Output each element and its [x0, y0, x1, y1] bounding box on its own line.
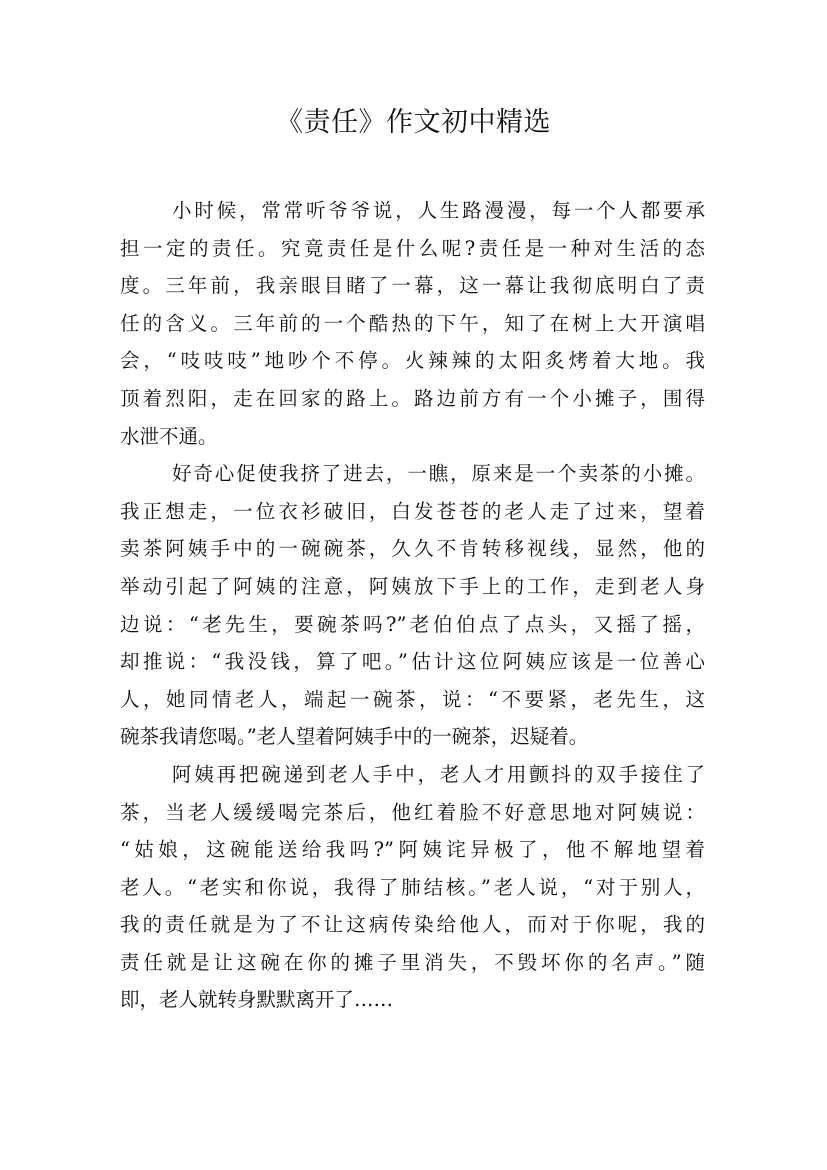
text-line: 老人。“老实和你说，我得了肺结核。”老人说，“对于别人，	[120, 875, 705, 899]
text-line: 水泄不通。	[120, 424, 218, 448]
document-body	[120, 192, 705, 1019]
text-line: 好奇心促使我挤了进去，一瞧，原来是一个卖茶的小摊。	[172, 462, 705, 486]
paragraph-1	[120, 192, 705, 455]
text-line: 度。三年前，我亲眼目睹了一幕，这一幕让我彻底明白了责	[120, 274, 705, 298]
text-line: 碗茶我请您喝。”老人望着阿姨手中的一碗茶，迟疑着。	[120, 725, 589, 749]
text-line: 任的含义。三年前的一个酷热的下午，知了在树上大开演唱	[120, 311, 705, 335]
text-line: 我正想走，一位衣衫破旧，白发苍苍的老人走了过来，望着	[120, 499, 705, 523]
text-line: 却推说：“我没钱，算了吧。”估计这位阿姨应该是一位善心	[120, 650, 705, 674]
text-line: 责任就是让这碗在你的摊子里消失，不毁坏你的名声。”随	[120, 950, 705, 974]
text-line: 茶，当老人缓缓喝完茶后，他红着脸不好意思地对阿姨说：	[120, 800, 705, 824]
text-line: 阿姨再把碗递到老人手中，老人才用颤抖的双手接住了	[172, 762, 705, 786]
text-line: 顶着烈阳，走在回家的路上。路边前方有一个小摊子，围得	[120, 386, 705, 410]
text-line: 我的责任就是为了不让这病传染给他人，而对于你呢，我的	[120, 913, 705, 937]
text-line: 小时候，常常听爷爷说，人生路漫漫，每一个人都要承	[172, 199, 705, 222]
text-line: 卖茶阿姨手中的一碗碗茶，久久不肯转移视线，显然，他的	[120, 537, 705, 561]
text-line: 会，“吱吱吱”地吵个不停。火辣辣的太阳炙烤着大地。我	[120, 349, 705, 373]
document-title: 《责任》作文初中精选	[276, 107, 551, 138]
paragraph-3	[120, 756, 705, 1019]
paragraph-2	[120, 455, 705, 756]
text-line: 举动引起了阿姨的注意，阿姨放下手上的工作，走到老人身	[120, 574, 705, 598]
text-line: “姑娘，这碗能送给我吗?”阿姨诧异极了，他不解地望着	[120, 838, 705, 862]
text-line: 担一定的责任。究竟责任是什么呢?责任是一种对生活的态	[120, 236, 705, 260]
text-line: 即，老人就转身默默离开了……	[120, 988, 394, 1012]
text-line: 边说：“老先生，要碗茶吗?”老伯伯点了点头，又摇了摇，	[120, 612, 705, 636]
text-line: 人，她同情老人，端起一碗茶，说：“不要紧，老先生，这	[120, 687, 705, 711]
